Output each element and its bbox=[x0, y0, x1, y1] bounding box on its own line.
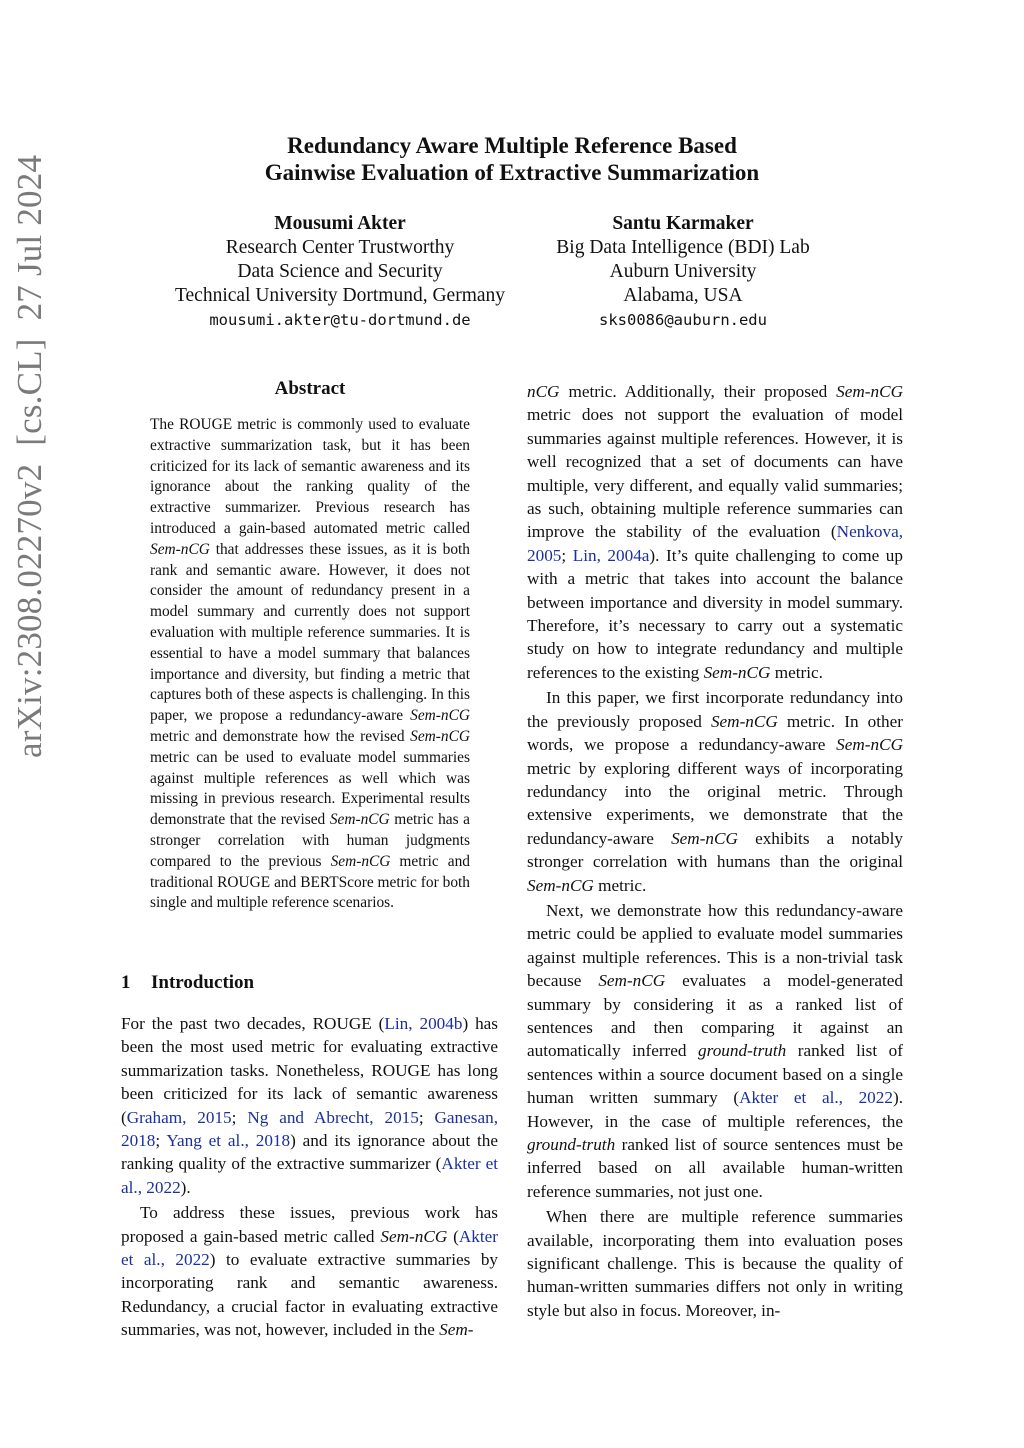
arxiv-date: 27 Jul 2024 bbox=[10, 154, 49, 321]
citation-link[interactable]: Graham, 2015 bbox=[126, 1107, 232, 1127]
author-affiliation: Auburn University bbox=[609, 261, 757, 282]
author-affiliation: Data Science and Security bbox=[237, 261, 443, 282]
author-affiliation: Technical University Dortmund, Germany bbox=[174, 285, 506, 306]
abstract-text: The ROUGE metric is commonly used to evaluate extractive summarization task, but it has been criticized for its lack of semantic awareness and its ignorance about the ranking quality of the extractive summarizer. Previous research has introduced a gain-based automated metric called Sem-nCG that addresses these issues, as it is both rank and semantic aware. However, it does not consider the amount of redundancy present in a model summary and currently does not support evaluation with multiple reference summaries. It is essential to have a model summary that balances importance and diversity, but finding a metric that captures both of these aspects is challenging. In this paper, we propose a redundancy-aware Sem-nCG metric and demonstrate how the revised Sem-nCG metric can be used to evaluate model summaries against multiple references as well which was missing in previous research. Experimental results demonstrate that the revised Sem-nCG metric has a stronger correlation with human judgments compared to the previous Sem-nCG metric and traditional ROUGE and BERTScore metric for both single and multiple reference scenarios. bbox=[150, 416, 471, 912]
author-block-1 bbox=[150, 212, 530, 332]
citation-link[interactable]: Yang et al., 2018 bbox=[166, 1131, 291, 1151]
author-email[interactable]: sks0086@auburn.edu bbox=[599, 311, 767, 329]
citation-link[interactable]: Akter et al., 2022 bbox=[121, 1154, 498, 1197]
paragraph: To address these issues, previous work has proposed a gain-based metric called Sem-nCG (Akter et al., 2022) to evaluate extractive summaries by incorporating rank and semantic awareness. Redundancy, a crucial factor in evaluating extractive summaries, was not, however, included in the Sem- bbox=[121, 1203, 499, 1340]
right-column bbox=[527, 380, 903, 1322]
arxiv-id: arXiv:2308.02270v2 bbox=[10, 463, 49, 758]
section-number: 1 bbox=[121, 972, 131, 993]
paragraph: nCG metric. Additionally, their proposed Sem-nCG metric does not support the evaluation of model summaries against multiple references. However, it is well recognized that a set of documents can have multiple, very different, and equally valid summaries; as such, obtaining multiple reference summaries can improve the stability of the evaluation (Nenkova, 2005; Lin, 2004a). It’s quite challenging to come up with a metric that takes into account the balance between importance and diversity in model summary. Therefore, it’s necessary to carry out a systematic study on how to integrate redundancy and multiple references to the existing Sem-nCG metric. bbox=[527, 382, 903, 682]
citation-link[interactable]: Lin, 2004b bbox=[384, 1014, 463, 1033]
citation-link[interactable]: Nenkova, 2005 bbox=[527, 522, 903, 565]
citation-link[interactable]: Lin, 2004a bbox=[572, 545, 650, 565]
abstract-section bbox=[150, 377, 470, 914]
paragraph: For the past two decades, ROUGE (Lin, 2004b) has been the most used metric for evaluating extractive summarization tasks. Nonetheless, ROUGE has long been criticized for its lack of semantic awareness (Graham, 2015; Ng and Abrecht, 2015; Ganesan, 2018; Yang et al., 2018) and its ignorance about the ranking quality of the extractive summarizer (Akter et al., 2022). bbox=[121, 1014, 498, 1197]
citation-link[interactable]: Akter et al., 2022 bbox=[739, 1088, 893, 1108]
section-title: Introduction bbox=[151, 972, 255, 993]
abstract-heading: Abstract bbox=[274, 378, 346, 399]
section-heading bbox=[121, 971, 498, 995]
citation-link[interactable]: Akter et al., 2022 bbox=[121, 1226, 498, 1270]
author-name: Mousumi Akter bbox=[274, 213, 406, 234]
author-affiliation: Research Center Trustworthy bbox=[225, 237, 455, 258]
author-affiliation: Big Data Intelligence (BDI) Lab bbox=[556, 237, 810, 258]
paragraph: Next, we demonstrate how this redundancy-aware metric could be applied to evaluate model summaries against multiple references. This is a non-trivial task because Sem-nCG evaluates a model-generated summary by considering it as a ranked list of sentences and then comparing it against an automatically inferred ground-truth ranked list of sentences within a source document based on a single human written summary (Akter et al., 2022). However, in the case of multiple references, the ground-truth ranked list of source sentences must be inferred based on all available human-written reference summaries, not just one. bbox=[527, 900, 903, 1201]
arxiv-category: [cs.CL] bbox=[10, 338, 49, 446]
author-block-2 bbox=[530, 212, 836, 332]
title-line-1: Redundancy Aware Multiple Reference Based bbox=[287, 133, 737, 158]
introduction-section bbox=[121, 971, 498, 1342]
author-affiliation: Alabama, USA bbox=[623, 285, 743, 306]
citation-link[interactable]: Ganesan, 2018 bbox=[121, 1107, 498, 1151]
author-name: Santu Karmaker bbox=[612, 213, 754, 234]
arxiv-identifier[interactable] bbox=[10, 118, 50, 758]
title-line-2: Gainwise Evaluation of Extractive Summarization bbox=[264, 160, 760, 185]
paragraph: In this paper, we first incorporate redundancy into the previously proposed Sem-nCG metric. In other words, we propose a redundancy-aware Sem-nCG metric by exploring different ways of incorporating redundancy into the original metric. Through extensive experiments, we demonstrate that the redundancy-aware Sem-nCG exhibits a notably stronger correlation with humans than the original Sem-nCG metric. bbox=[527, 688, 903, 895]
author-email[interactable]: mousumi.akter@tu-dortmund.de bbox=[209, 311, 471, 329]
paragraph: When there are multiple reference summaries available, incorporating them into evaluation poses significant challenge. This is because the quality of human-written summaries differs not only in writing style but also in focus. Moreover, in- bbox=[527, 1207, 903, 1320]
paper-title bbox=[120, 132, 904, 186]
citation-link[interactable]: Ng and Abrecht, 2015 bbox=[247, 1107, 419, 1127]
